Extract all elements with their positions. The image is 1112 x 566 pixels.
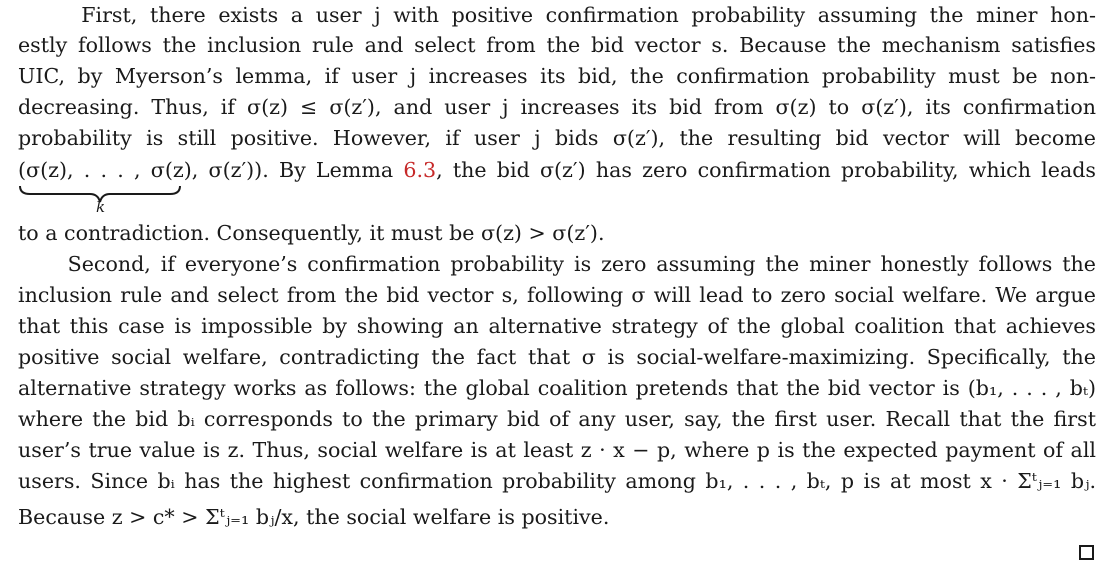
paragraph-1-line-5: probability is still positive. However, if user j bids σ(z′), the resulting bid vector will become <box>18 126 1096 150</box>
underbrace <box>18 0 218 220</box>
paragraph-2-line-4: positive social welfare, contradicting the fact that σ is social-welfare-maximizing. Specifically, the <box>18 345 1096 369</box>
qed-box-icon <box>1079 545 1094 560</box>
underbrace-label: k <box>96 198 106 216</box>
paragraph-2-line-6: where the bid bᵢ corresponds to the primary bid of any user, say, the first user. Recall that the first <box>18 407 1096 431</box>
paragraph-2-line-8: users. Since bᵢ has the highest confirmation probability among b₁, . . . , bₜ, p is at most x · Σᵗⱼ₌₁ bⱼ. <box>18 469 1096 493</box>
lemma-reference-link[interactable]: 6.3 <box>403 158 437 182</box>
paragraph-1-line-7: to a contradiction. Consequently, it must be σ(z) > σ(z′). <box>18 221 605 245</box>
paragraph-2-line-2: inclusion rule and select from the bid vector s, following σ will lead to zero social welfare. We argue <box>18 283 1096 307</box>
paragraph-2-line-7: user’s true value is z. Thus, social welfare is at least z · x − p, where p is the expected payment of all <box>18 438 1096 462</box>
paragraph-2-line-1: Second, if everyone’s confirmation probability is zero assuming the miner honestly follows the <box>18 252 1096 276</box>
paragraph-2-line-9: Because z > c* > Σᵗⱼ₌₁ bⱼ/x, the social welfare is positive. <box>18 505 610 529</box>
paragraph-1-line-3: UIC, by Myerson’s lemma, if user j increases its bid, the confirmation probability must be non- <box>18 64 1096 88</box>
paragraph-1-line-4: decreasing. Thus, if σ(z) ≤ σ(z′), and user j increases its bid from σ(z) to σ(z′), its confirmation <box>18 95 1096 119</box>
paragraph-2-line-3: that this case is impossible by showing an alternative strategy of the global coalition that achieves <box>18 314 1096 338</box>
paragraph-1-line-2: estly follows the inclusion rule and select from the bid vector s. Because the mechanism satisfies <box>18 33 1096 57</box>
tuple-with-brace: (σ(z), . . . , σ(z), σ(z′)). By Lemma <box>18 158 404 182</box>
paragraph-2-line-5: alternative strategy works as follows: the global coalition pretends that the bid vector is (b₁, . . . , bₜ) <box>18 376 1096 400</box>
paragraph-1-line-1: First, there exists a user j with positive confirmation probability assuming the miner hon- <box>18 3 1096 27</box>
line-6-tail: , the bid σ(z′) has zero confirmation probability, which leads <box>436 158 1096 182</box>
